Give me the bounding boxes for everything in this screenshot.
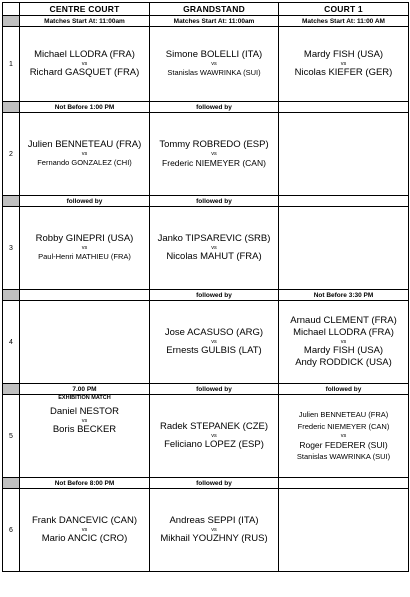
player-2: Frederic NIEMEYER (CAN) — [162, 158, 266, 168]
note-shade-cell — [3, 102, 20, 113]
match-cell-court1 — [279, 301, 409, 384]
note-row-2 — [3, 102, 409, 113]
match-cell-court1-empty — [279, 207, 409, 290]
vs-label: vs — [81, 418, 88, 424]
note-grandstand: followed by — [150, 384, 279, 395]
note-court1 — [279, 196, 409, 207]
team-2-player-b: Andy RODDICK (USA) — [295, 357, 392, 368]
note-shade-cell — [3, 290, 20, 301]
vs-label: vs — [211, 61, 217, 67]
note-centre — [20, 290, 150, 301]
vs-label: vs — [211, 151, 217, 157]
match-row-4 — [3, 301, 409, 384]
row-number: 4 — [3, 301, 20, 384]
player-2: Ernests GULBIS (LAT) — [166, 345, 262, 356]
note-centre: Matches Start At: 11:00am — [20, 16, 150, 27]
match-row-5 — [3, 395, 409, 478]
note-grandstand: followed by — [150, 196, 279, 207]
player-1: Andreas SEPPI (ITA) — [169, 515, 259, 526]
player-1: Michael LLODRA (FRA) — [34, 49, 135, 60]
match-row-1 — [3, 27, 409, 102]
row-number: 3 — [3, 207, 20, 290]
court-header-row — [3, 3, 409, 16]
vs-label: vs — [340, 433, 347, 439]
player-2: Fernando GONZALEZ (CHI) — [37, 158, 132, 167]
match-cell-centre — [20, 395, 150, 478]
player-2: Richard GASQUET (FRA) — [29, 67, 140, 78]
row-number: 6 — [3, 489, 20, 572]
header-grandstand: GRANDSTAND — [150, 3, 279, 16]
player-2: Mario ANCIC (CRO) — [41, 533, 128, 544]
team-1-player-a: Arnaud CLEMENT (FRA) — [290, 315, 397, 326]
note-centre: Not Before 1:00 PM — [20, 102, 150, 113]
note-centre: 7.00 PM — [20, 384, 150, 395]
note-row-5 — [3, 384, 409, 395]
note-court1: followed by — [279, 384, 409, 395]
note-grandstand: followed by — [150, 478, 279, 489]
player-2: Paul-Henri MATHIEU (FRA) — [38, 252, 131, 261]
match-cell-court1 — [279, 27, 409, 102]
vs-label: vs — [211, 433, 217, 439]
note-row-6 — [3, 478, 409, 489]
vs-label: vs — [211, 527, 217, 533]
match-cell-centre — [20, 207, 150, 290]
vs-label: vs — [211, 339, 217, 345]
player-1: Tommy ROBREDO (ESP) — [159, 139, 269, 150]
match-cell-centre-empty — [20, 301, 150, 384]
vs-label: vs — [81, 151, 88, 157]
order-of-play-sheet — [2, 2, 409, 572]
note-court1 — [279, 478, 409, 489]
match-cell-centre — [20, 113, 150, 196]
player-1: Daniel NESTOR — [50, 406, 119, 417]
player-1: Robby GINEPRI (USA) — [35, 233, 134, 244]
note-row-3 — [3, 196, 409, 207]
team-1-player-b: Frederic NIEMEYER (CAN) — [297, 422, 390, 431]
note-court1: Matches Start At: 11:00 AM — [279, 16, 409, 27]
note-shade-cell — [3, 196, 20, 207]
match-row-6 — [3, 489, 409, 572]
vs-label: vs — [340, 339, 347, 345]
row-number: 2 — [3, 113, 20, 196]
match-cell-centre — [20, 489, 150, 572]
match-row-3 — [3, 207, 409, 290]
player-1: Frank DANCEVIC (CAN) — [31, 515, 138, 526]
team-2-player-b: Stanislas WAWRINKA (SUI) — [296, 452, 391, 461]
player-1: Jose ACASUSO (ARG) — [164, 327, 264, 338]
vs-label: vs — [211, 245, 217, 251]
header-court1: COURT 1 — [279, 3, 409, 16]
note-shade-cell — [3, 384, 20, 395]
match-cell-court1-empty — [279, 489, 409, 572]
match-cell-grandstand — [150, 489, 279, 572]
team-2-player-a: Roger FEDERER (SUI) — [299, 440, 388, 450]
note-row-4 — [3, 290, 409, 301]
match-cell-grandstand — [150, 301, 279, 384]
player-1: Simone BOLELLI (ITA) — [165, 49, 263, 60]
exhibition-match-label: EXHIBITION MATCH — [58, 395, 111, 401]
note-centre: Not Before 8:00 PM — [20, 478, 150, 489]
match-cell-grandstand — [150, 207, 279, 290]
match-cell-court1 — [279, 395, 409, 478]
corner-cell — [3, 3, 20, 16]
team-1-player-b: Michael LLODRA (FRA) — [293, 327, 394, 338]
note-grandstand: followed by — [150, 102, 279, 113]
row-number: 1 — [3, 27, 20, 102]
player-2: Feliciano LOPEZ (ESP) — [164, 439, 264, 450]
header-centre-court: CENTRE COURT — [20, 3, 150, 16]
player-2: Nicolas KIEFER (GER) — [294, 67, 393, 78]
vs-label: vs — [340, 61, 347, 67]
note-row-1 — [3, 16, 409, 27]
team-1-player-a: Julien BENNETEAU (FRA) — [298, 410, 389, 419]
match-cell-grandstand — [150, 395, 279, 478]
player-1: Janko TIPSAREVIC (SRB) — [157, 233, 271, 244]
note-shade-cell — [3, 478, 20, 489]
player-1: Julien BENNETEAU (FRA) — [27, 139, 142, 150]
note-grandstand: followed by — [150, 290, 279, 301]
note-court1: Not Before 3:30 PM — [279, 290, 409, 301]
match-cell-court1-empty — [279, 113, 409, 196]
note-grandstand: Matches Start At: 11:00am — [150, 16, 279, 27]
vs-label: vs — [81, 527, 88, 533]
player-2: Stanislas WAWRINKA (SUI) — [167, 68, 261, 77]
note-centre: followed by — [20, 196, 150, 207]
team-2-player-a: Mardy FISH (USA) — [303, 345, 384, 356]
vs-label: vs — [81, 245, 88, 251]
vs-label: vs — [81, 61, 88, 67]
player-2: Nicolas MAHUT (FRA) — [166, 251, 262, 262]
note-court1 — [279, 102, 409, 113]
match-cell-grandstand — [150, 27, 279, 102]
player-1: Radek STEPANEK (CZE) — [159, 421, 269, 432]
schedule-table — [2, 2, 409, 572]
player-2: Boris BECKER — [52, 424, 117, 435]
match-cell-centre — [20, 27, 150, 102]
row-number: 5 — [3, 395, 20, 478]
player-2: Mikhail YOUZHNY (RUS) — [160, 533, 268, 544]
player-1: Mardy FISH (USA) — [303, 49, 384, 60]
match-cell-grandstand — [150, 113, 279, 196]
match-row-2 — [3, 113, 409, 196]
note-shade-cell — [3, 16, 20, 27]
